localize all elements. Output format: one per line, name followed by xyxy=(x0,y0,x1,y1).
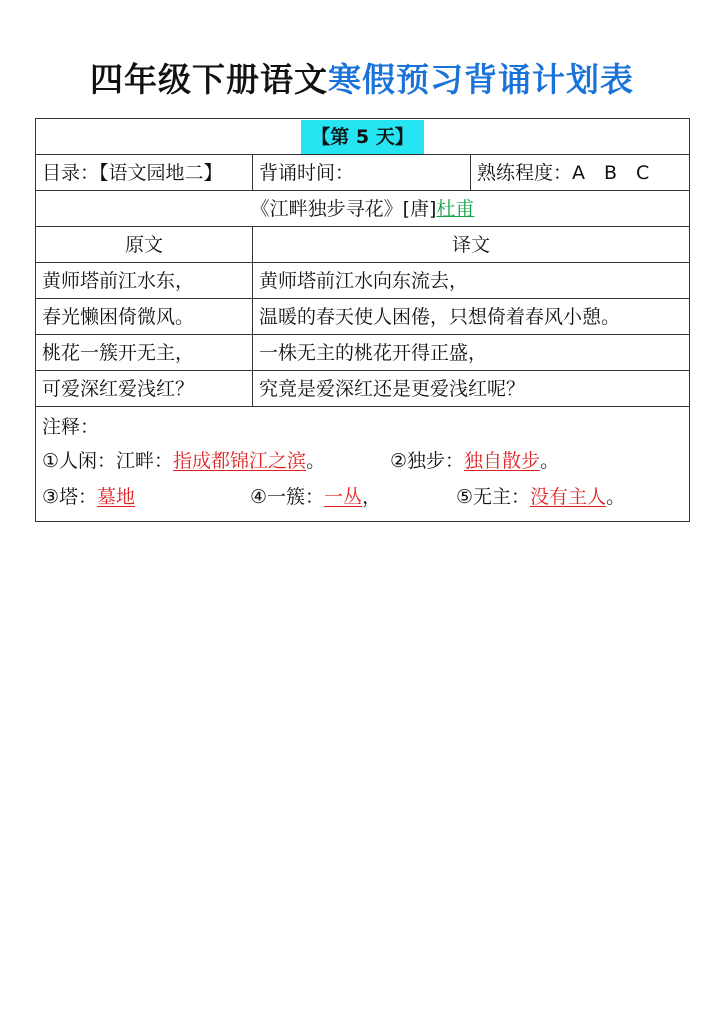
note-5 xyxy=(456,479,625,515)
translation-line: 黄师塔前江水向东流去， xyxy=(253,263,690,299)
title-plan: 寒假预习背诵计划表 xyxy=(328,60,634,99)
notes-row xyxy=(36,407,690,522)
poem-author: 杜甫 xyxy=(436,197,475,220)
note-4 xyxy=(250,479,381,515)
header-row xyxy=(36,227,690,263)
note-4-answer: 一丛 xyxy=(324,486,363,508)
day-badge: 【第 5 天】 xyxy=(301,120,423,154)
original-line: 黄师塔前江水东， xyxy=(36,263,253,299)
proficiency-cell: 熟练程度：A B C xyxy=(471,155,690,191)
notes-line-2 xyxy=(42,479,683,515)
translation-line: 温暖的春天使人困倦，只想倚着春风小憩。 xyxy=(253,299,690,335)
note-5-answer: 没有主人 xyxy=(530,486,607,508)
recite-time-cell: 背诵时间： xyxy=(253,155,471,191)
note-3-answer: 墓地 xyxy=(97,486,136,508)
original-line: 桃花一簇开无主， xyxy=(36,335,253,371)
note-2-answer: 独自散步 xyxy=(464,450,541,472)
translation-line: 一株无主的桃花开得正盛， xyxy=(253,335,690,371)
note-5-end: 。 xyxy=(606,486,626,508)
day-row xyxy=(36,119,690,155)
note-4-label: ④一簇： xyxy=(250,486,325,508)
original-line: 可爱深红爱浅红？ xyxy=(36,371,253,407)
original-line: 春光懒困倚微风。 xyxy=(36,299,253,335)
note-2 xyxy=(390,443,559,479)
poem-title-row xyxy=(36,191,690,227)
notes-line-1 xyxy=(42,443,683,479)
title-grade: 四年级下册语文 xyxy=(90,60,328,99)
notes-label: 注释： xyxy=(42,416,100,438)
header-translation: 译文 xyxy=(253,227,690,263)
recitation-table xyxy=(35,118,690,522)
note-3-label: ③塔： xyxy=(42,486,98,508)
note-1-end: 。 xyxy=(306,450,326,472)
poem-line-row xyxy=(36,335,690,371)
poem-line-row xyxy=(36,299,690,335)
poem-line-row xyxy=(36,371,690,407)
poem-line-row xyxy=(36,263,690,299)
note-4-end: ， xyxy=(362,486,382,508)
note-2-end: 。 xyxy=(540,450,560,472)
translation-line: 究竟是爱深红还是更爱浅红呢？ xyxy=(253,371,690,407)
note-2-label: ②独步： xyxy=(390,450,465,472)
catalog-cell: 目录：【语文园地二】 xyxy=(36,155,253,191)
note-5-label: ⑤无主： xyxy=(456,486,531,508)
note-1-label: ①人闲：江畔： xyxy=(42,450,174,472)
note-1-answer: 指成都锦江之滨 xyxy=(173,450,307,472)
page-title xyxy=(0,58,724,102)
info-row xyxy=(36,155,690,191)
poem-title: 《江畔独步寻花》[唐] xyxy=(250,197,437,220)
header-original: 原文 xyxy=(36,227,253,263)
